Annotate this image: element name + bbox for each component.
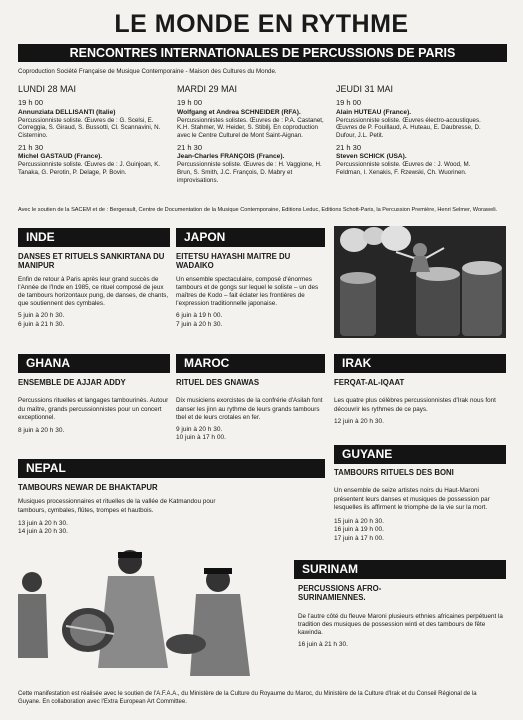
section-date: 17 juin à 17 h 00. [334,534,384,542]
country-banner-guyane: GUYANE [334,445,506,464]
country-banner-maroc: MAROC [176,354,325,373]
page-title: LE MONDE EN RYTHME [114,10,409,38]
section-date: 6 juin à 19 h 00. [176,312,223,320]
section-date: 9 juin à 20 h 30. [176,425,223,433]
taiko-illustration [334,226,506,338]
section-text: Un ensemble de seize artistes noirs du Haut-Maroni présentent leurs danses et musiques de possession par lesquelles ils affirment le triomphe de la vie sur la mort. [334,487,490,511]
section-title: TAMBOURS NEWAR DE BHAKTAPUR [18,483,158,492]
section-date: 12 juin à 20 h 30. [334,417,384,425]
subtitle-banner: RENCONTRES INTERNATIONALES DE PERCUSSIONS DE PARIS [18,44,507,62]
day-heading: JEUDI 31 MAI [336,84,394,94]
section-title: PERCUSSIONS AFRO-SURINAMIENNES. [298,584,382,603]
performer-name: Alain HUTEAU (France). [336,108,412,116]
section-title: FERQAT-AL-IQAAT [334,378,405,387]
section-date: 14 juin à 20 h 30. [18,528,68,536]
country-banner-irak: IRAK [334,354,506,373]
section-date: 6 juin à 21 h 30. [18,320,65,328]
section-date: 8 juin à 20 h 30. [18,426,65,434]
section-title: ENSEMBLE DE AJJAR ADDY [18,378,126,387]
country-banner-inde: INDE [18,228,170,247]
performer-desc: Percussionniste soliste. Œuvres de : J. Wood, M. Feldman, I. Xenakis, F. Rzewski, Ch. Wuorinen. [336,161,471,176]
country-banner-japon: JAPON [176,228,325,247]
section-date: 5 juin à 20 h 30. [18,312,65,320]
day-heading: MARDI 29 MAI [177,84,238,94]
performer-desc: Percussionniste soliste. Œuvres de : J. Guinjoan, K. Tanaka, G. Perotin, P. Delage, P. Bovin. [18,161,161,176]
section-guyane [334,468,506,543]
photo-nepal-musicians [18,548,250,680]
performer-name: Annunziata DELLISANTI (Italie) [18,108,116,116]
footer-note: Cette manifestation est réalisée avec le soutien de l'A.F.A.A., du Ministère de la Culture du Royaume du Maroc, du Ministère de la Culture d'Irak et du Conseil Régional de la Guyane. En collaboration avec l'Extra European Art Committee. [18,691,477,706]
time: 21 h 30 [177,142,203,152]
time: 21 h 30 [18,142,44,152]
section-surinam [298,584,503,650]
performer-desc: Percussionniste soliste. Œuvres électro-acoustiques. Œuvres de P. Fouillaud, A. Huteau, E. Daubresse, D. Dufour, J.L. Petit. [336,116,481,140]
coproduction-note: Coproduction Société Française de Musique Contemporaine - Maison des Cultures du Monde. [18,68,277,75]
time: 21 h 30 [336,142,362,152]
section-title: DANSES ET RITUELS SANKIRTANA DU MANIPUR [18,252,165,271]
section-date: 13 juin à 20 h 30. [18,519,68,527]
day-column-lundi [18,84,168,181]
day-column-jeudi [336,84,486,181]
section-text: Percussions rituelles et langages tambourinés. Autour du maître, grands percussionnistes pour un concert exceptionnel. [18,397,169,421]
performer-name: Jean-Charles FRANÇOIS (France). [177,153,285,161]
photo-taiko-drummer [334,226,506,338]
section-irak [334,378,506,426]
section-title: TAMBOURS RITUELS DES BONI [334,468,454,477]
section-text: Les quatre plus célèbres percussionnistes d'Irak nous font découvrir les rythmes de ce pays. [334,397,496,413]
country-banner-nepal: NEPAL [18,459,325,478]
time: 19 h 00 [177,98,203,108]
section-ghana [18,378,170,435]
performer-desc: Percussionnistes solistes. Œuvres de : P.A. Castanet, K.H. Stahmer, W. Heider, S. Stibilj. En coproduction avec le Centre Culturel de Mont Saint-Aignan. [177,116,324,140]
section-date: 16 juin à 21 h 30. [298,641,348,649]
section-date: 15 juin à 20 h 30. [334,517,384,525]
section-nepal [18,483,318,537]
section-text: Musiques processionnaires et rituelles de la vallée de Katmandou pour tambours, cymbales, flûtes, trompes et hautbois. [18,498,216,514]
time: 19 h 00 [336,98,362,108]
section-text: De l'autre côté du fleuve Maroni plusieurs ethnies africaines perpétuent la tradition des musiques de possession winti et des tambours de fête kawinda. [298,612,503,637]
day-column-mardi [177,84,327,188]
section-inde [18,252,170,329]
section-date: 10 juin à 17 h 00. [176,434,226,442]
country-banner-ghana: GHANA [18,354,170,373]
sponsors-note: Avec le soutien de la SACEM et de : Bergerault, Centre de Documentation de la Musique Contemporaine, Editions Leduc, Editions Schott-Paris, la Percussion Première, Henri Selmer, Woraweli. [18,207,498,213]
nepal-musicians-illustration [18,548,250,680]
section-text: Dix musiciens exorcistes de la confrérie d'Asilah font danser les jinn au rythme de leurs grands tambours tbel et de leurs crotales en fer. [176,397,323,421]
performer-desc: Percussionniste soliste. Œuvres de : H. Vaggione, H. Brun, S. Smith, J.C. François, D. Mabry et improvisations. [177,161,322,184]
section-japon [176,252,325,329]
country-banner-surinam: SURINAM [294,560,506,579]
section-text: Un ensemble spectaculaire, composé d'énormes tambours et de gongs sur lequel le soliste – un des maîtres de Kodo – fait éclater les frontières de l'expression traditionnelle japonaise. [176,275,319,308]
performer-desc: Percussionniste soliste. Œuvres de : G. Scelsi, E. Correggia, S. Giraud, S. Bussotti, Cl. Scannavini, N. Cisternino. [18,116,161,140]
performer-name: Michel GASTAUD (France). [18,153,103,161]
performer-name: Steven SCHICK (USA). [336,153,407,161]
section-date: 16 juin à 19 h 00. [334,526,384,534]
time: 19 h 00 [18,98,44,108]
performer-name: Wolfgang et Andrea SCHNEIDER (RFA). [177,108,301,116]
section-text: Enfin de retour à Paris après leur grand succès de l'Année de l'Inde en 1985, ce rituel composé de jeux de tambours horizontaux pung, de danses, de chants, que soutiennent des cymbales. [18,275,169,308]
section-date: 7 juin à 20 h 30. [176,320,223,328]
section-title: EITETSU HAYASHI MAITRE DU WADAIKO [176,252,291,271]
section-maroc [176,378,325,443]
day-heading: LUNDI 28 MAI [18,84,77,94]
section-title: RITUEL DES GNAWAS [176,378,260,387]
